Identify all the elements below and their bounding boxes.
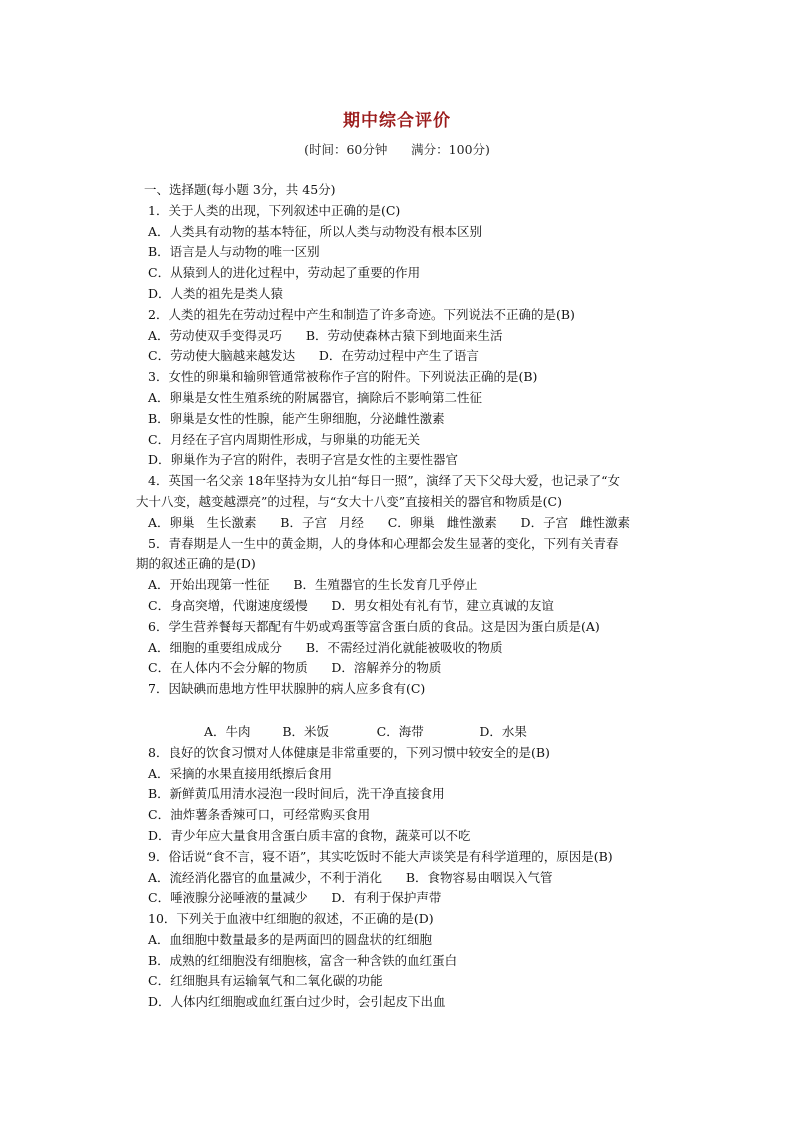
option-d: D．人体内红细胞或血红蛋白过少时，会引起皮下出血 [148, 994, 446, 1010]
option-row-abcd: A．牛肉 B．米饭 C．海带 D．水果 [204, 723, 527, 739]
question-stem: 1．关于人类的出现，下列叙述中正确的是(C) [148, 202, 401, 218]
option-b: B．成熟的红细胞没有细胞核，富含一种含铁的血红蛋白 [148, 952, 458, 968]
option-b: B．语言是人与动物的唯一区别 [148, 244, 320, 260]
option-b: B．卵巢是女性的性腺，能产生卵细胞，分泌雌性激素 [148, 410, 445, 426]
question-stem: 10．下列关于血液中红细胞的叙述，不正确的是(D) [148, 911, 434, 927]
exam-meta: (时间：60分钟 满分：100分) [304, 142, 490, 157]
option-row-cd: C．在人体内不会分解的物质 D．溶解养分的物质 [148, 660, 442, 676]
question-stem: 9．俗话说“食不言，寝不语”，其实吃饭时不能大声谈笑是有科学道理的，原因是(B) [148, 848, 613, 864]
option-c: C．油炸薯条香辣可口，可经常购买食用 [148, 807, 371, 823]
question-9 [148, 847, 688, 909]
question-4 [136, 471, 688, 533]
option-b: B．新鲜黄瓜用清水浸泡一段时间后，洗干净直接食用 [148, 786, 445, 802]
option-row-ab: A．劳动使双手变得灵巧 B．劳动使森林古猿下到地面来生活 [148, 327, 503, 343]
question-stem-continued: 期的叙述正确的是(D) [136, 556, 256, 572]
option-a: A．卵巢是女性生殖系统的附属器官，摘除后不影响第二性征 [148, 389, 483, 405]
option-row-cd: C．身高突增，代谢速度缓慢 D．男女相处有礼有节，建立真诚的友谊 [148, 597, 554, 613]
question-2 [148, 305, 688, 367]
question-stem: 2．人类的祖先在劳动过程中产生和制造了许多奇迹。下列说法不正确的是(B) [148, 306, 575, 322]
exam-body [136, 180, 688, 1013]
section-heading: 一、选择题(每小题 3分，共 45分) [144, 182, 336, 197]
question-stem: 5．青春期是人一生中的黄金期，人的身体和心理都会发生显著的变化，下列有关青春 [148, 535, 619, 551]
question-stem: 7．因缺碘而患地方性甲状腺肿的病人应多食有(C) [148, 681, 426, 697]
option-d: D．人类的祖先是类人猿 [148, 285, 284, 301]
question-10 [148, 909, 688, 1013]
question-6 [148, 617, 688, 679]
question-stem: 4．英国一名父亲 18年坚持为女儿拍“每日一照”，演绎了天下父母大爱，也记录了“女 [148, 473, 621, 489]
option-c: C．从猿到人的进化过程中，劳动起了重要的作用 [148, 265, 421, 281]
question-8 [148, 743, 688, 847]
option-row-ab: A．流经消化器官的血量减少，不利于消化 B．食物容易由咽误入气管 [148, 869, 553, 885]
option-a: A．人类具有动物的基本特征，所以人类与动物没有根本区别 [148, 223, 483, 239]
option-row-ab: A．开始出现第一性征 B．生殖器官的生长发育几乎停止 [148, 577, 478, 593]
question-stem: 8．良好的饮食习惯对人体健康是非常重要的，下列习惯中较安全的是(B) [148, 744, 550, 760]
option-row-cd: C．劳动使大脑越来越发达 D．在劳动过程中产生了语言 [148, 348, 479, 364]
question-stem: 6．学生营养餐每天都配有牛奶或鸡蛋等富含蛋白质的食品。这是因为蛋白质是(A) [148, 618, 600, 634]
option-c: C．红细胞具有运输氧气和二氧化碳的功能 [148, 973, 383, 989]
question-stem: 3．女性的卵巢和输卵管通常被称作子宫的附件。下列说法正确的是(B) [148, 369, 538, 385]
option-row-cd: C．唾液腺分泌唾液的量减少 D．有利于保护声带 [148, 890, 442, 906]
option-row-abcd: A．卵巢 生长激素 B．子宫 月经 C．卵巢 雌性激素 D．子宫 雌性激素 [148, 514, 631, 530]
question-7 [148, 679, 688, 743]
option-a: A．血细胞中数量最多的是两面凹的圆盘状的红细胞 [148, 931, 433, 947]
option-row-ab: A．细胞的重要组成成分 B．不需经过消化就能被吸收的物质 [148, 639, 503, 655]
question-stem-continued: 大十八变，越变越漂亮”的过程，与“女大十八变”直接相关的器官和物质是(C) [136, 493, 562, 509]
page-title: 期中综合评价 [343, 111, 451, 131]
option-c: C．月经在子宫内周期性形成，与卵巢的功能无关 [148, 431, 421, 447]
question-3 [148, 367, 688, 471]
question-1 [148, 201, 688, 305]
blank-gap [148, 700, 688, 722]
option-d: D．青少年应大量食用含蛋白质丰富的食物，蔬菜可以不吃 [148, 827, 471, 843]
question-5 [136, 534, 688, 617]
option-a: A．采摘的水果直接用纸擦后食用 [148, 765, 333, 781]
option-d: D．卵巢作为子宫的附件，表明子宫是女性的主要性器官 [148, 452, 459, 468]
